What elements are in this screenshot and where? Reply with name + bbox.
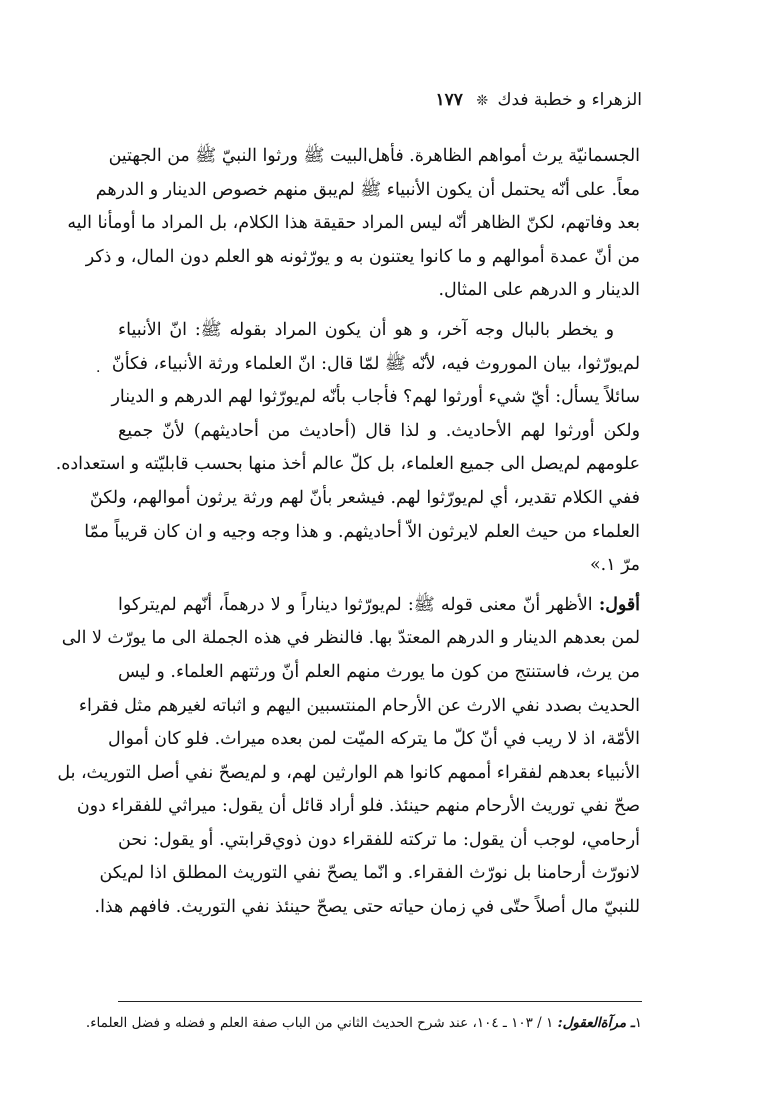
text-line: مرّ ١.» bbox=[590, 555, 640, 576]
text-line: العلماء من حيث العلم لايرثون الاّ أحاديثهم. و هذا وجه وجيه و ان كان قريباً ممّا bbox=[84, 521, 640, 542]
text-line: لمن بعدهم الدينار و الدرهم المعتدّ بها. فالنظر في هذه الجملة الى ما يورّث لا الى bbox=[61, 628, 640, 649]
text-line: للنبيّ مال أصلاً حتّى في زمان حياته حتى يصحّ حينئذ نفي التوريث. فافهم هذا. bbox=[94, 897, 640, 918]
text-line: من أنّ عمدة أموالهم و ما كانوا يعتنون به و يورّثونه هو العلم دون المال، و ذكر bbox=[85, 246, 640, 267]
header-title: الزهراء و خطبة فدك bbox=[497, 90, 642, 110]
text-line: بعد وفاتهم، لكنّ الظاهر أنّه ليس المراد حقيقة هذا الكلام، بل المراد ما أومأنا اليه bbox=[67, 213, 640, 234]
text-line: لانورّث أرحامنا بل نورّث الفقراء. و انّما يصحّ نفي التوريث المطلق اذا لم‌يكن bbox=[99, 863, 640, 884]
text-line: الأمّة، اذ لا ريب في أنّ كلّ ما يتركه الميّت لمن بعده ميراث. فلو كان أموال bbox=[108, 729, 640, 750]
text-line: الأنبياء بعدهم لفقراء أممهم كانوا هم الوارثين لهم، و لم‌يصحّ نفي أصل التوريث، بل bbox=[57, 762, 640, 783]
text-segment: الأظهر أنّ معنى قوله ﷺ: لم‌يورّثوا ديناراً و لا درهماً، أنّهم لم‌يتركوا bbox=[118, 594, 599, 615]
text-line: الحديث بصدد نفي الارث عن الأرحام المنتسبين اليهم و اثباته لغيرهم مثل فقراء bbox=[78, 695, 640, 716]
footnote bbox=[86, 1015, 642, 1031]
footnote-divider bbox=[118, 1001, 642, 1002]
paragraph-1 bbox=[67, 140, 640, 308]
text-line: من يرث، فاستنتج من كون ما يورث منهم العلم أنّ ورثتهم العلماء. و ليس bbox=[118, 661, 640, 682]
text-line: لم‌يورّثوا، بيان الموروث فيه، لأنّه ﷺ لمّا قال: انّ العلماء ورثة الأنبياء، فكأنّ bbox=[111, 353, 640, 374]
text-line: ولكن أورثوا لهم الأحاديث. و لذا قال (أحاديث من أحاديثهم) لأنّ جميع bbox=[118, 420, 640, 441]
body-text bbox=[55, 140, 640, 925]
lead-word: أقول: bbox=[598, 594, 640, 615]
text-line: صحّ نفي توريث الأرحام منهم حينئذ. فلو أراد قائل أن يقول: ميراثي للفقراء دون bbox=[76, 796, 640, 817]
footnote-text: ١ / ١٠٣ ـ ١٠٤، عند شرح الحديث الثاني من الباب صفة العلم و فضله و فضل العلماء. bbox=[85, 1015, 558, 1031]
paragraph-3 bbox=[57, 589, 640, 925]
paragraph-2 bbox=[55, 314, 640, 583]
text-line: الجسمانيّة يرث أمواهم الظاهرة. فأهل‌البيت ﷺ ورثوا النبيّ ﷺ من الجهتين bbox=[108, 146, 640, 166]
header-separator-icon: ❊ bbox=[476, 93, 489, 109]
text-line bbox=[118, 589, 640, 623]
text-line: معاً. على أنّه يحتمل أن يكون الأنبياء ﷺ لم‌يبق منهم خصوص الدينار و الدرهم bbox=[95, 179, 640, 200]
text-line: علومهم لم‌يصل الى جميع العلماء، بل كلّ عالم أخذ منها بحسب قابليّته و استعداده. bbox=[55, 454, 640, 475]
margin-marker: · bbox=[96, 364, 101, 380]
text-line: الدينار و الدرهم على المثال. bbox=[438, 280, 640, 301]
page-number: ١٧٧ bbox=[435, 90, 463, 110]
text-line: أرحامي، لوجب أن يقول: ما تركته للفقراء دون ذوي‌قرابتي. أو يقول: نحن bbox=[118, 829, 640, 850]
footnote-number: ١ bbox=[634, 1015, 642, 1031]
text-line: سائلاً يسأل: أيّ شيء أورثوا لهم؟ فأجاب بأنّه لم‌يورّثوا لهم الدرهم و الدينار bbox=[111, 387, 640, 408]
text-line: و يخطر بالبال وجه آخر، و هو أن يكون المراد بقوله ﷺ: انّ الأنبياء bbox=[118, 319, 614, 340]
footnote-source: ـ مرآة‌العقول: bbox=[557, 1015, 635, 1031]
text-line: ففي الكلام تقدير، أي لم‌يورّثوا لهم. فيشعر بأنّ لهم ورثة يرثون أموالهم، ولكنّ bbox=[89, 487, 640, 508]
running-header bbox=[436, 90, 642, 110]
